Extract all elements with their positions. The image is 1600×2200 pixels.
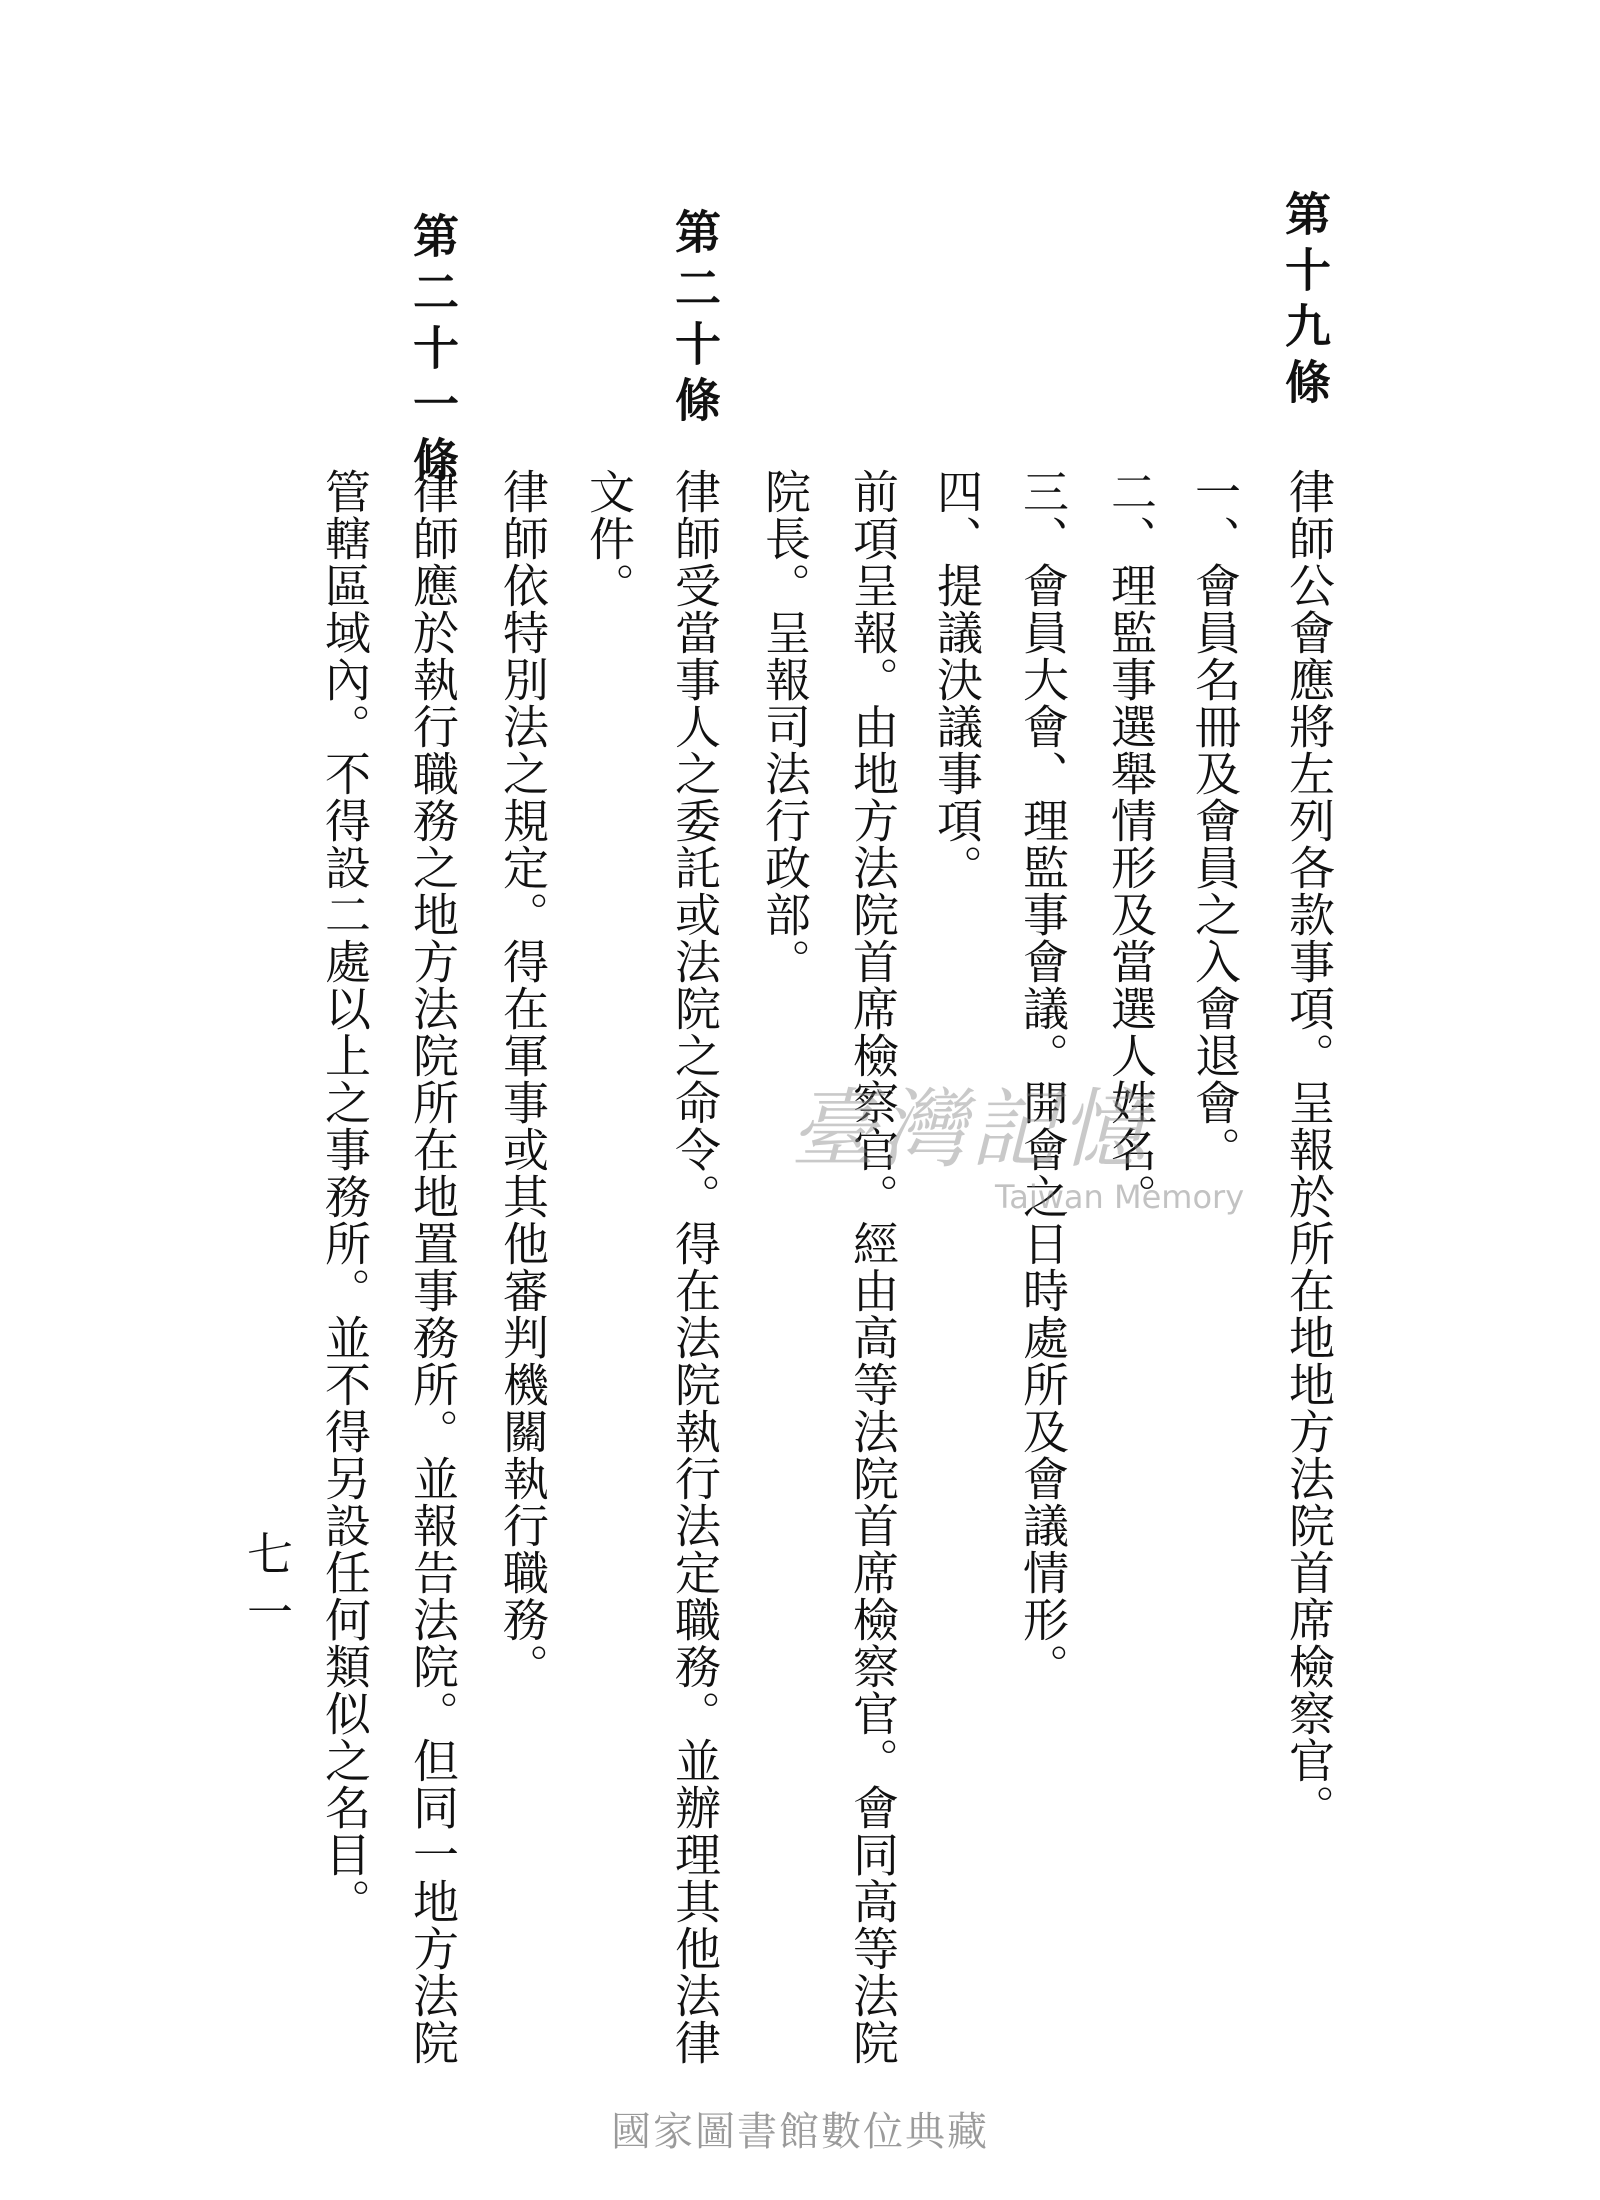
page-number: 七一 (240, 1530, 294, 1646)
article-19-line-4: 三、會員大會、理監事會議。開會之日時處所及會議情形。 (1016, 468, 1070, 1690)
article-20-line-2: 文件。 (582, 468, 636, 609)
article-19-line-7: 院長。呈報司法行政部。 (758, 468, 812, 985)
article-19-line-1: 律師公會應將左列各款事項。呈報於所在地地方法院首席檢察官。 (1282, 468, 1336, 1831)
article-20-line-1: 律師受當事人之委託或法院之命令。得在法院執行法定職務。並辦理其他法律 (668, 468, 722, 2066)
library-footer: 國家圖書館數位典藏 (611, 2109, 989, 2155)
taiwan-memory-watermark (790, 1060, 1260, 1260)
article-21-line-2: 管轄區域內。不得設二處以上之事務所。並不得另設任何類似之名目。 (318, 468, 372, 1925)
article-20-heading: 第二十條 (668, 208, 722, 432)
article-19-heading: 第十九條 (1278, 190, 1332, 414)
article-19-line-5: 四、提議決議事項。 (930, 468, 984, 891)
article-20-line-3: 律師依特別法之規定。得在軍事或其他審判機關執行職務。 (496, 468, 550, 1690)
article-19-line-2: 一、會員名冊及會員之入會退會。 (1188, 468, 1242, 1173)
article-21-line-1: 律師應於執行職務之地方法院所在地置事務所。並報告法院。但同一地方法院 (406, 468, 460, 2066)
article-19-line-6: 前項呈報。由地方法院首席檢察官。經由高等法院首席檢察官。會同高等法院 (846, 468, 900, 2066)
watermark-english: Taiwan Memory (995, 1178, 1245, 1216)
watermark-chinese: 臺灣記憶 (790, 1080, 1150, 1180)
article-21-heading: 第二十一條 (406, 212, 460, 492)
article-19-line-3: 二、理監事選舉情形及當選人姓名。 (1104, 468, 1158, 1220)
